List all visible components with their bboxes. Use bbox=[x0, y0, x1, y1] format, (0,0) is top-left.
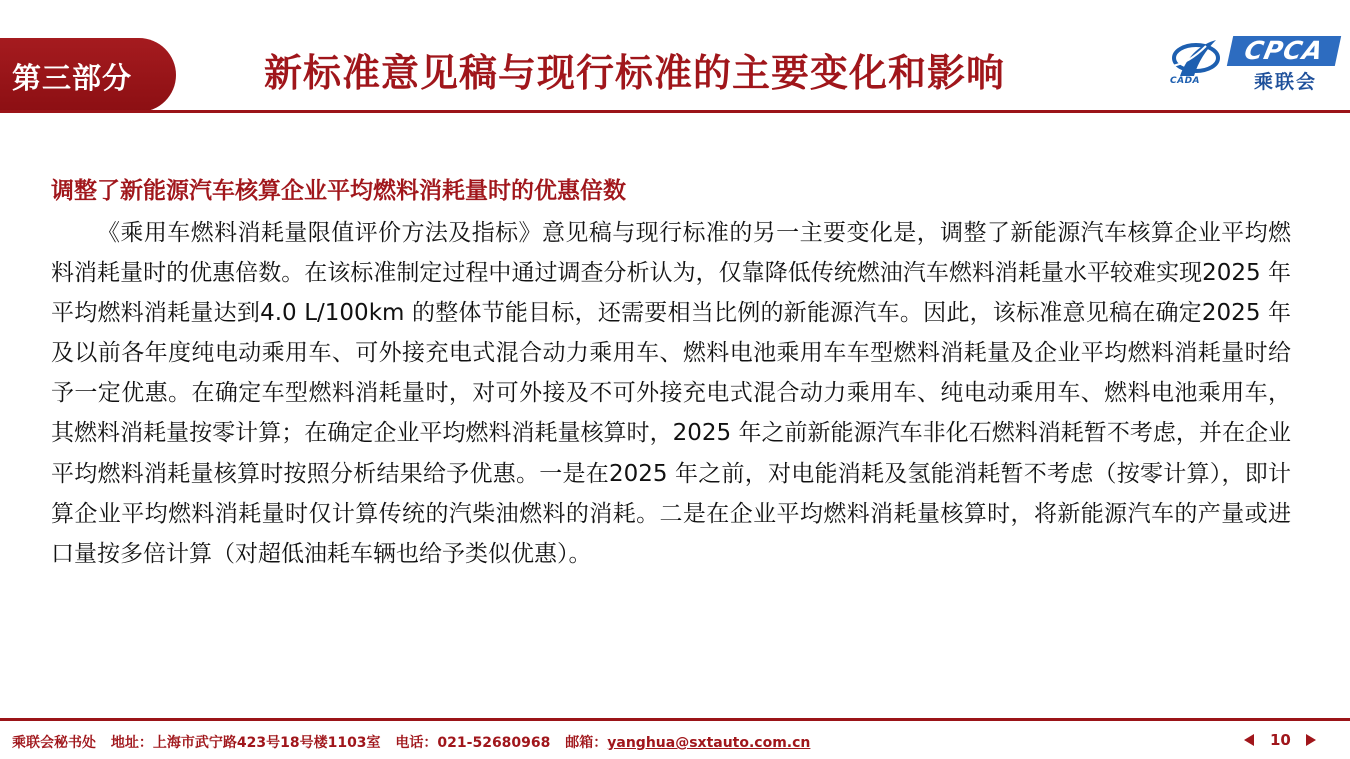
footer-email-link[interactable]: yanghua@sxtauto.com.cn bbox=[607, 735, 811, 751]
footer-email-label: 邮箱： bbox=[565, 735, 608, 751]
cpca-chinese-name: 乘联会 bbox=[1254, 71, 1318, 93]
page-number: 10 bbox=[1270, 731, 1291, 749]
footer-divider bbox=[0, 718, 1350, 721]
slide-pager bbox=[1244, 730, 1316, 750]
cada-text: CADA bbox=[1170, 76, 1201, 86]
section-label: 第三部分 bbox=[12, 61, 133, 95]
cpca-brand-text: CPCA bbox=[1227, 36, 1341, 66]
footer-address: 地址：上海市武宁路423号18号楼1103室 bbox=[110, 735, 381, 751]
content-subheading: 调整了新能源汽车核算企业平均燃料消耗量时的优惠倍数 bbox=[51, 178, 626, 204]
content-paragraph: 《乘用车燃料消耗量限值评价方法及指标》意见稿与现行标准的另一主要变化是，调整了新能源汽车核算企业平均燃料消耗量时的优惠倍数。在该标准制定过程中通过调查分析认为，仅靠降低传统燃油汽车燃料消耗量水平较难实现2025 年平均燃料消耗量达到4.0 L/100km 的整体节能目标，还需要相当比例的新能源汽车。因此，该标准意见稿在确定2025 年及以前各年度纯电动乘用车、可外接充电式混合动力乘用车、燃料电池乘用车车型燃料消耗量及企业平均燃料消耗量时给予一定优惠。在确定车型燃料消耗量时，对可外接及不可外接充电式混合动力乘用车、纯电动乘用车、燃料电池乘用车，其燃料消耗量按零计算；在确定企业平均燃料消耗量核算时，2025 年之前新能源汽车非化石燃料消耗暂不考虑，并在企业平均燃料消耗量核算时按照分析结果给予优惠。一是在2025 年之前，对电能消耗及氢能消耗暂不考虑（按零计算），即计算企业平均燃料消耗量时仅计算传统的汽柴油燃料的消耗。二是在企业平均燃料消耗量核算时，将新能源汽车的产量或进口量按多倍计算（对超低油耗车辆也给予类似优惠）。 bbox=[51, 220, 1291, 567]
previous-slide-icon[interactable] bbox=[1244, 734, 1254, 746]
cpca-logo bbox=[1166, 34, 1342, 92]
page-title: 新标准意见稿与现行标准的主要变化和影响 bbox=[264, 51, 1006, 95]
next-slide-icon[interactable] bbox=[1306, 734, 1316, 746]
header-divider bbox=[0, 110, 1350, 113]
footer-phone: 电话：021-52680968 bbox=[395, 735, 551, 751]
footer-org: 乘联会秘书处 bbox=[12, 735, 96, 751]
footer-contact-info bbox=[12, 732, 810, 752]
